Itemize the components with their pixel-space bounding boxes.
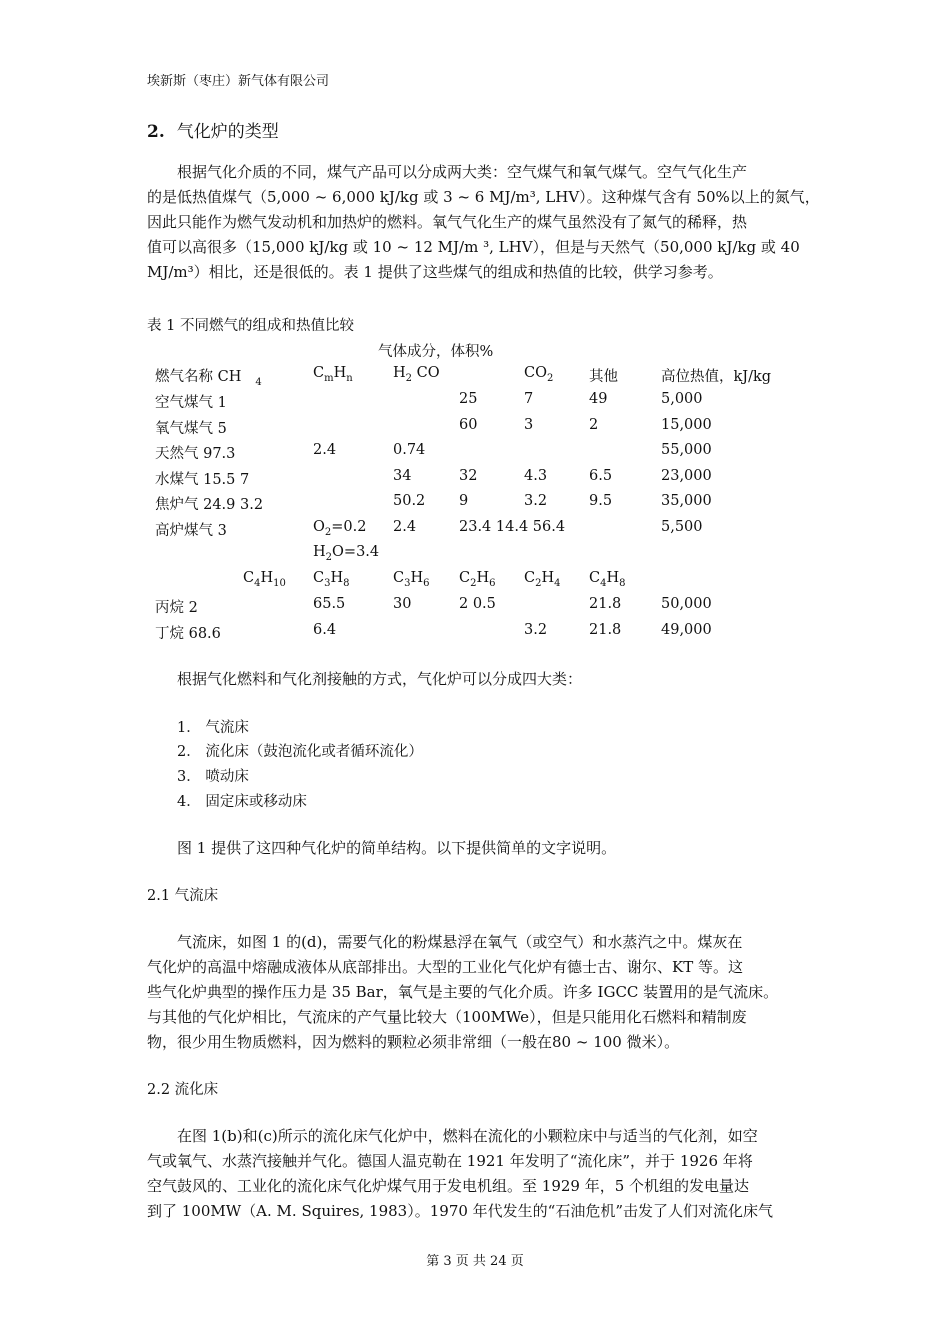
col-header-name: 燃气名称 CH $_4$ [155,369,262,388]
table-cell: 21.8 [589,621,622,638]
intro-line: 根据气化介质的不同，煤气产品可以分成两大类：空气煤气和氧气煤气。空气气化生产 [177,163,748,181]
table-caption: 表 1 不同燃气的组成和热值比较 [147,318,354,334]
text-line: 到了 100MW（A. M. Squires, 1983）。1970 年代发生的“石油危机”击发了人们对流化床气 [147,1202,774,1220]
text-line: 气流床，如图 1 的(d)，需要气化的粉煤悬浮在氧气（或空气）和水蒸汽之中。煤灰在 [177,933,743,951]
table-cell: 焦炉气 24.9 3.2 [155,497,264,513]
table-cell: 丁烷 68.6 [155,625,221,642]
table-cell: 5,500 [661,518,703,535]
table-cell: 丙烷 2 [155,600,198,616]
section-title: 气化炉的类型 [176,122,279,142]
table-cell: 6.4 [313,621,337,638]
hydrocarbon-formula: $C_3H_8$ [313,570,350,589]
table-cell: 3.2 [524,621,548,638]
table-cell: 21.8 [589,596,622,612]
hydrocarbon-formula: $C_4H_8$ [589,570,626,589]
text-line: 在图 1(b)和(c)所示的流化床气化炉中，燃料在流化的小颗粒床中与适当的气化剂，如空 [177,1127,758,1145]
intro-line: 的是低热值煤气（5,000 ~ 6,000 kJ/kg 或 3 ~ 6 MJ/m³, LHV）。这种煤气含有 50%以上的氮气， [147,188,820,206]
hydrocarbon-formula: $C_3H_6$ [393,570,430,589]
section-number: 2. [147,122,165,142]
subsection-2-1-paragraph [147,930,809,1055]
table-cell: 60 [459,416,478,433]
figure-note: 图 1 提供了这四种气化炉的简单结构。以下提供简单的文字说明。 [177,839,617,857]
table-cell: 9.5 [589,493,613,509]
subsection-2-2-paragraph [147,1124,809,1224]
text-line: 气或氧气、水蒸汽接触并气化。德国人温克勒在 1921 年发明了“流化床”，并于 1926 年将 [147,1152,753,1170]
list-item: 2． 流化床（鼓泡流化或者循环流化） [177,744,423,760]
hydrocarbon-formula: $C_2H_4$ [524,570,561,589]
table-cell: 9 [459,493,469,509]
table-cell: 34 [393,467,412,484]
list-item: 4． 固定床或移动床 [177,794,307,810]
intro-paragraph [147,160,820,285]
col-header-hhv: 高位热值，kJ/kg [661,369,772,385]
section-heading [147,117,279,142]
table-cell: 高炉煤气 3 [155,522,227,539]
table-cell: 2 0.5 [459,596,496,612]
table-cell: 49,000 [661,621,712,638]
subsection-2-2-title: 2.2 流化床 [147,1082,219,1098]
table-cell: 2 [589,416,599,433]
col-header-cmhn: $C_mH_n$ [313,365,353,384]
intro-line: 因此只能作为燃气发动机和加热炉的燃料。氧气气化生产的煤气虽然没有了氮气的稀释，热 [147,213,748,231]
intro-line: 值可以高很多（15,000 kJ/kg 或 10 ~ 12 MJ/m ³, LHV），但是与天然气（50,000 kJ/kg 或 40 [147,238,800,256]
page-footer: 第 3 页 共 24 页 [426,1254,524,1269]
table-cell: 7 [524,391,534,407]
list-item: 3． 喷动床 [177,769,249,785]
col-header-co2: $CO_2$ [524,365,554,384]
table-cell: 25 [459,391,478,407]
table-cell: 65.5 [313,596,346,612]
table-cell: 23.4 14.4 56.4 [459,518,566,535]
table-cell: 4.3 [524,467,548,484]
table-cell: 3 [524,416,534,433]
table-cell: 空气煤气 1 [155,395,227,411]
hydrocarbon-formula: $C_2H_6$ [459,570,496,589]
table-cell: 30 [393,596,412,612]
table-cell: 2.4 [313,442,337,458]
table-cell: 55,000 [661,442,712,458]
table-cell: 2.4 [393,518,417,535]
h2o-note: $H_2O=3.4$ [313,544,380,563]
classify-intro: 根据气化燃料和气化剂接触的方式，气化炉可以分成四大类： [177,670,583,688]
table-cell: 5,000 [661,391,703,407]
table-group-header: 气体成分，体积% [378,344,494,360]
o2-note: $O_2=0.2$ [313,519,367,538]
table-cell: 49 [589,391,608,407]
table-cell: 50,000 [661,596,712,612]
text-line: 空气鼓风的、工业化的流化床气化炉煤气用于发电机组。至 1929 年，5 个机组的发电量达 [147,1177,750,1195]
table-cell: 32 [459,467,478,484]
table-cell: 3.2 [524,493,548,509]
table-cell: 15,000 [661,416,712,433]
text-line: 与其他的气化炉相比，气流床的产气量比较大（100MWe），但是只能用化石燃料和精制废 [147,1008,747,1026]
hydrocarbon-formula: $C_4H_{10}$ [243,570,286,589]
table-cell: 23,000 [661,467,712,484]
text-line: 些气化炉典型的操作压力是 35 Bar，氧气是主要的气化介质。许多 IGCC 装置用的是气流床。 [147,983,779,1001]
intro-line: MJ/m³）相比，还是很低的。表 1 提供了这些煤气的组成和热值的比较，供学习参考。 [147,263,723,281]
table-cell: 6.5 [589,467,613,484]
table-cell: 水煤气 15.5 7 [155,471,250,488]
col-header-other: 其他 [589,369,618,385]
list-item: 1． 气流床 [177,720,249,736]
text-line: 气化炉的高温中熔融成液体从底部排出。大型的工业化气化炉有德士古、谢尔、KT 等。这 [147,958,743,976]
page-header: 埃新斯（枣庄）新气体有限公司 [147,74,330,89]
table-cell: 0.74 [393,442,426,458]
col-header-h2-co: $H_2$ CO [393,365,440,384]
text-line: 物，很少用生物质燃料，因为燃料的颗粒必须非常细（一般在80 ~ 100 微米）。 [147,1033,680,1051]
table-cell: 50.2 [393,493,426,509]
table-cell: 35,000 [661,493,712,509]
subsection-2-1-title: 2.1 气流床 [147,888,219,904]
table-cell: 氧气煤气 5 [155,420,227,437]
table-cell: 天然气 97.3 [155,446,236,462]
